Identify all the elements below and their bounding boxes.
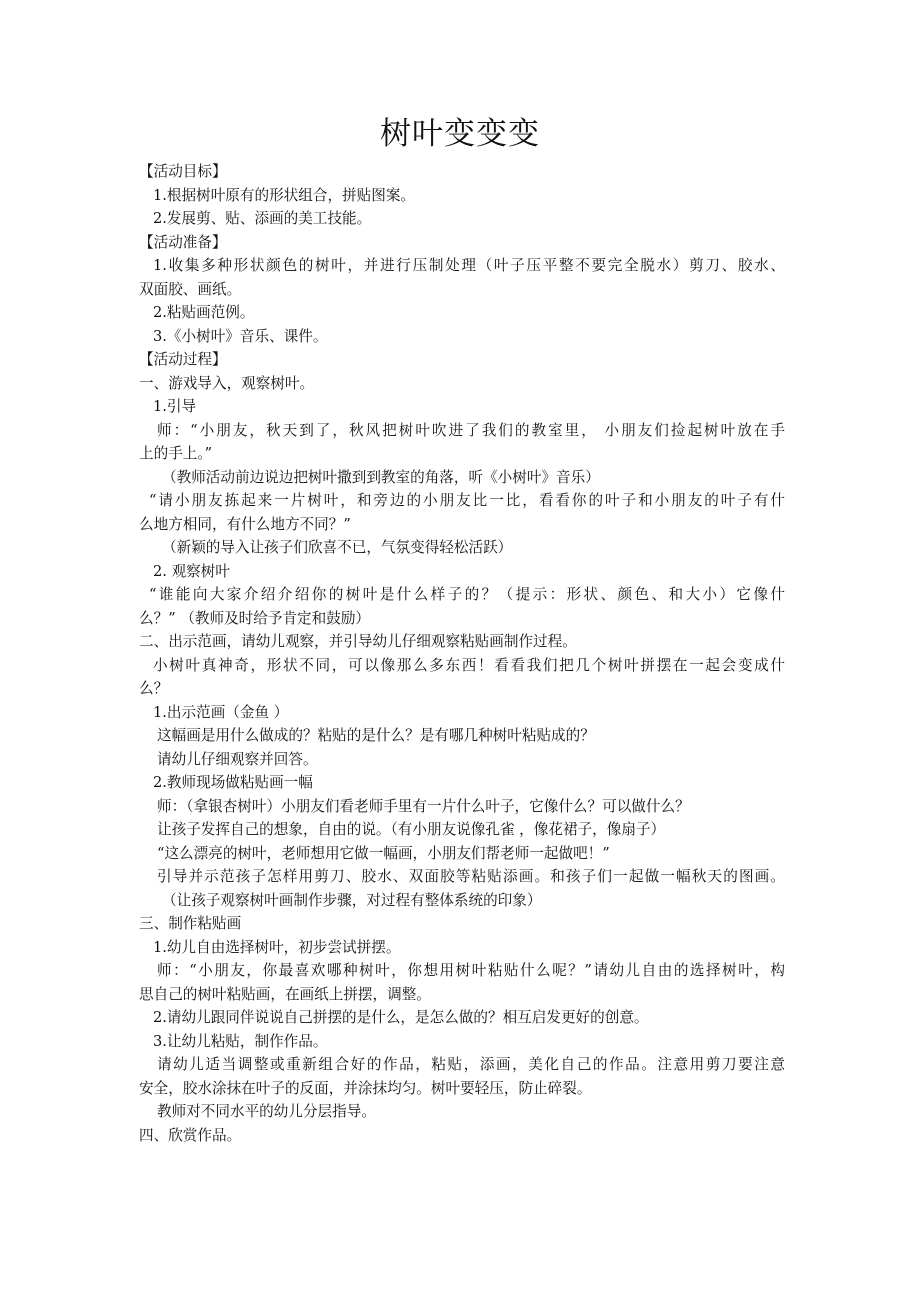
paragraph-line: 2.请幼儿跟同伴说说自己拼摆的是什么，是怎么做的？相互启发更好的创意。 bbox=[153, 1009, 649, 1026]
paragraph-line: “请小朋友拣起来一片树叶，和旁边的小朋友比一比，看看你的叶子和小朋友的叶子有什 bbox=[149, 492, 785, 509]
paragraph-line: （教师活动前边说边把树叶撒到到教室的角落，听《小树叶》音乐） bbox=[162, 468, 600, 486]
paragraph-line: 么？” （教师及时给予肯定和鼓励） bbox=[139, 609, 371, 627]
paragraph-line: 让孩子发挥自己的想象，自由的说。（有小朋友说像孔雀 ，像花裙子，像扇子） bbox=[157, 821, 666, 838]
paragraph-line: 教师对不同水平的幼儿分层指导。 bbox=[157, 1103, 376, 1120]
step-heading: 三、制作粘贴画 bbox=[139, 915, 242, 932]
paragraph-line: 1.收集多种形状颜色的树叶，并进行压制处理（叶子压平整不要完全脱水）剪刀、胶水、 bbox=[153, 257, 785, 274]
paragraph-line: 双面胶、画纸。 bbox=[139, 280, 242, 298]
document-body bbox=[139, 160, 785, 1147]
paragraph-line: 师：“小朋友，秋天到了，秋风把树叶吹进了我们的教室里， 小朋友们捡起树叶放在手 bbox=[157, 421, 785, 439]
paragraph-line: 这幅画是用什么做成的？粘贴的是什么？是有哪几种树叶粘贴成的？ bbox=[157, 727, 595, 744]
paragraph-line: 师：“小朋友，你最喜欢哪种树叶，你想用树叶粘贴什么呢？”请幼儿自由的选择树叶，构 bbox=[157, 962, 785, 979]
paragraph-line: 3.《小树叶》音乐、课件。 bbox=[153, 327, 328, 345]
paragraph-line: 引导并示范孩子怎样用剪刀、胶水、双面胶等粘贴添画。和孩子们一起做一幅秋天的图画。 bbox=[157, 868, 785, 885]
paragraph-line: 1.幼儿自由选择树叶，初步尝试拼摆。 bbox=[153, 938, 401, 956]
paragraph-line: 2.教师现场做粘贴画一幅 bbox=[153, 774, 313, 791]
paragraph-line: （让孩子观察树叶画制作步骤，对过程有整体系统的印象） bbox=[162, 891, 542, 909]
step-heading: 二、出示范画，请幼儿观察，并引导幼儿仔细观察粘贴画制作过程。 bbox=[139, 633, 577, 650]
paragraph-line: 1.根据树叶原有的形状组合，拼贴图案。 bbox=[153, 186, 416, 204]
paragraph-line: 3.让幼儿粘贴，制作作品。 bbox=[153, 1032, 328, 1050]
paragraph-line: 小树叶真神奇，形状不同，可以像那么多东西！看看我们把几个树叶拼摆在一起会变成什 bbox=[153, 656, 785, 674]
section-heading-preparation: 【活动准备】 bbox=[139, 233, 227, 251]
paragraph-line: 安全，胶水涂抹在叶子的反面，并涂抹均匀。树叶要轻压，防止碎裂。 bbox=[139, 1079, 592, 1097]
paragraph-line: 请幼儿适当调整或重新组合好的作品，粘贴，添画，美化自己的作品。注意用剪刀要注意 bbox=[157, 1056, 785, 1073]
paragraph-line: 1.出示范画（金鱼 ） bbox=[153, 703, 289, 721]
paragraph-line: 请幼儿仔细观察并回答。 bbox=[157, 750, 318, 768]
paragraph-line: 2.粘贴画范例。 bbox=[153, 304, 255, 321]
paragraph-line: 上的手上。” bbox=[139, 445, 213, 462]
paragraph-line: “谁能向大家介绍介绍你的树叶是什么样子的？（提示：形状、颜色、和大小）它像什 bbox=[149, 586, 785, 603]
step-heading: 一、游戏导入，观察树叶。 bbox=[139, 374, 315, 392]
paragraph-line: 么地方相同，有什么地方不同？” bbox=[139, 515, 351, 533]
paragraph-line: 2. 观察树叶 bbox=[153, 562, 230, 580]
paragraph-line: 么？ bbox=[139, 680, 169, 697]
paragraph-line: 师：（拿银杏树叶）小朋友们看老师手里有一片什么叶子，它像什么？可以做什么？ bbox=[157, 797, 690, 815]
paragraph-line: “这么漂亮的树叶，老师想用它做一幅画，小朋友们帮老师一起做吧！” bbox=[157, 844, 610, 862]
paragraph-line: 1.引导 bbox=[153, 398, 197, 415]
document-title: 树叶变变变 bbox=[380, 116, 540, 152]
section-heading-process: 【活动过程】 bbox=[139, 351, 227, 368]
step-heading: 四、欣赏作品。 bbox=[139, 1126, 242, 1144]
paragraph-line: 2.发展剪、贴、添画的美工技能。 bbox=[153, 210, 372, 227]
paragraph-line: （新颖的导入让孩子们欣喜不已，气氛变得轻松活跃） bbox=[162, 539, 513, 556]
section-heading-goals: 【活动目标】 bbox=[139, 163, 227, 180]
paragraph-line: 思自己的树叶粘贴画，在画纸上拼摆，调整。 bbox=[139, 985, 431, 1003]
